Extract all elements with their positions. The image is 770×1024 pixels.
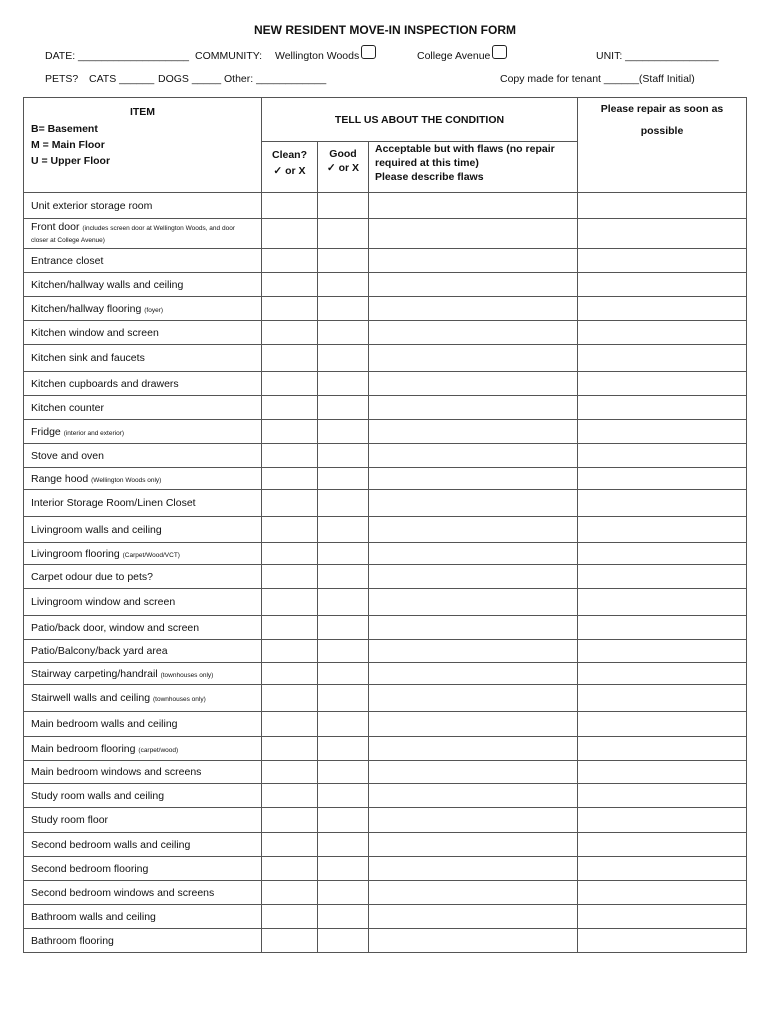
table-row — [24, 219, 747, 249]
condition-header: TELL US ABOUT THE CONDITION — [262, 98, 578, 142]
clean-cell[interactable] — [262, 219, 318, 249]
good-cell[interactable] — [318, 372, 369, 396]
item-label: Kitchen counter — [31, 401, 104, 414]
item-label: Carpet odour due to pets? — [31, 570, 154, 583]
item-label: Stairwell walls and ceiling — [31, 692, 151, 704]
flaws-cell[interactable] — [369, 857, 578, 881]
clean-cell[interactable] — [262, 345, 318, 372]
flaws-cell[interactable] — [369, 589, 578, 616]
good-cell[interactable] — [318, 193, 369, 219]
clean-cell[interactable] — [262, 517, 318, 543]
item-cell — [24, 616, 262, 640]
flaws-cell[interactable] — [369, 372, 578, 396]
good-cell[interactable] — [318, 663, 369, 685]
item-header: ITEM — [129, 106, 156, 118]
good-cell[interactable] — [318, 345, 369, 372]
item-cell — [24, 468, 262, 490]
good-cell[interactable] — [318, 396, 369, 420]
repair-cell[interactable] — [578, 565, 747, 589]
repair-cell[interactable] — [578, 833, 747, 857]
flaws-cell[interactable] — [369, 321, 578, 345]
repair-cell[interactable] — [578, 420, 747, 444]
good-cell[interactable] — [318, 857, 369, 881]
clean-cell[interactable] — [262, 193, 318, 219]
clean-cell[interactable] — [262, 468, 318, 490]
unit-field[interactable]: UNIT: ________________ — [596, 50, 719, 62]
item-cell — [24, 219, 262, 249]
copy-made-field[interactable]: Copy made for tenant ______(Staff Initial) — [500, 73, 695, 85]
item-cell — [24, 737, 262, 761]
item-label: Kitchen window and screen — [31, 326, 159, 339]
good-cell[interactable] — [318, 808, 369, 833]
clean-cell[interactable] — [262, 761, 318, 784]
item-label: Patio/back door, window and screen — [31, 621, 200, 634]
flaws-cell[interactable] — [369, 905, 578, 929]
flaws-cell[interactable] — [369, 833, 578, 857]
table-row — [24, 905, 747, 929]
flaws-cell[interactable] — [369, 808, 578, 833]
table-row — [24, 468, 747, 490]
table-row — [24, 663, 747, 685]
clean-cell[interactable] — [262, 490, 318, 517]
flaws-cell[interactable] — [369, 784, 578, 808]
table-row — [24, 616, 747, 640]
flaws-cell[interactable] — [369, 468, 578, 490]
clean-cell[interactable] — [262, 808, 318, 833]
item-header-cell — [24, 98, 262, 193]
item-label: Bathroom walls and ceiling — [31, 910, 156, 923]
good-cell[interactable] — [318, 640, 369, 663]
flaws-cell[interactable] — [369, 273, 578, 297]
pets-label: PETS? — [45, 73, 79, 85]
item-cell — [24, 297, 262, 321]
clean-cell[interactable] — [262, 640, 318, 663]
repair-cell[interactable] — [578, 468, 747, 490]
table-row — [24, 273, 747, 297]
repair-cell[interactable] — [578, 297, 747, 321]
item-cell — [24, 881, 262, 905]
good-header: Good ✓ or X — [318, 142, 369, 193]
item-label: Kitchen/hallway flooring — [31, 302, 142, 315]
good-cell[interactable] — [318, 468, 369, 490]
flaws-cell[interactable] — [369, 761, 578, 784]
table-row — [24, 517, 747, 543]
item-cell — [24, 273, 262, 297]
good-cell[interactable] — [318, 565, 369, 589]
clean-cell[interactable] — [262, 297, 318, 321]
wellington-woods-checkbox[interactable] — [361, 45, 376, 59]
item-note: (Wellington Woods only) — [91, 476, 162, 484]
item-note: (interior and exterior) — [63, 429, 125, 437]
flaws-cell[interactable] — [369, 297, 578, 321]
item-label: Second bedroom flooring — [31, 862, 149, 875]
good-cell[interactable] — [318, 321, 369, 345]
flaws-cell[interactable] — [369, 193, 578, 219]
item-cell — [24, 490, 262, 517]
table-row — [24, 396, 747, 420]
clean-cell[interactable] — [262, 444, 318, 468]
table-row — [24, 297, 747, 321]
item-cell — [24, 345, 262, 372]
item-cell — [24, 420, 262, 444]
repair-cell[interactable] — [578, 543, 747, 565]
item-cell — [24, 517, 262, 543]
clean-cell[interactable] — [262, 929, 318, 953]
item-note: (townhouses only) — [160, 671, 214, 679]
item-label: Livingroom walls and ceiling — [31, 523, 162, 536]
clean-cell[interactable] — [262, 905, 318, 929]
flaws-cell[interactable] — [369, 663, 578, 685]
item-label: Main bedroom windows and screens — [31, 766, 202, 778]
item-cell — [24, 444, 262, 468]
community-option-college-label: College Avenue — [417, 50, 491, 62]
item-cell — [24, 543, 262, 565]
community-option-wellington-label: Wellington Woods — [275, 50, 360, 62]
clean-cell[interactable] — [262, 712, 318, 737]
flaws-cell[interactable] — [369, 737, 578, 761]
table-row — [24, 589, 747, 616]
good-cell[interactable] — [318, 297, 369, 321]
item-cell — [24, 929, 262, 953]
table-row — [24, 833, 747, 857]
clean-cell[interactable] — [262, 857, 318, 881]
repair-cell[interactable] — [578, 490, 747, 517]
item-label: Bathroom flooring — [31, 934, 114, 947]
table-row — [24, 444, 747, 468]
repair-cell[interactable] — [578, 372, 747, 396]
repair-cell[interactable] — [578, 640, 747, 663]
table-row — [24, 640, 747, 663]
good-cell[interactable] — [318, 685, 369, 712]
flaws-cell[interactable] — [369, 929, 578, 953]
clean-cell[interactable] — [262, 372, 318, 396]
flaws-cell[interactable] — [369, 616, 578, 640]
good-cell[interactable] — [318, 273, 369, 297]
flaws-cell[interactable] — [369, 490, 578, 517]
item-cell — [24, 589, 262, 616]
clean-cell[interactable] — [262, 420, 318, 444]
good-cell[interactable] — [318, 833, 369, 857]
item-label: Front door — [31, 221, 80, 233]
good-cell[interactable] — [318, 490, 369, 517]
repair-cell[interactable] — [578, 345, 747, 372]
date-field[interactable]: DATE: ___________________ — [45, 50, 190, 62]
flaws-cell[interactable] — [369, 249, 578, 273]
item-label: Interior Storage Room/Linen Closet — [31, 497, 196, 509]
legend-main-floor: M = Main Floor — [31, 139, 105, 151]
good-cell[interactable] — [318, 737, 369, 761]
flaws-cell[interactable] — [369, 712, 578, 737]
good-cell[interactable] — [318, 543, 369, 565]
item-label: Study room walls and ceiling — [31, 789, 165, 802]
table-row — [24, 712, 747, 737]
form-title: NEW RESIDENT MOVE-IN INSPECTION FORM — [253, 23, 516, 37]
good-cell[interactable] — [318, 905, 369, 929]
table-row — [24, 543, 747, 565]
table-row — [24, 420, 747, 444]
table-row — [24, 345, 747, 372]
good-cell[interactable] — [318, 420, 369, 444]
clean-cell[interactable] — [262, 737, 318, 761]
flaws-cell[interactable] — [369, 543, 578, 565]
repair-cell[interactable] — [578, 881, 747, 905]
item-cell — [24, 663, 262, 685]
item-label: Kitchen cupboards and drawers — [31, 377, 179, 390]
good-cell[interactable] — [318, 929, 369, 953]
clean-cell[interactable] — [262, 685, 318, 712]
repair-cell[interactable] — [578, 784, 747, 808]
table-row — [24, 372, 747, 396]
community-label: COMMUNITY: — [195, 50, 263, 62]
college-avenue-checkbox[interactable] — [492, 45, 507, 59]
repair-cell[interactable] — [578, 905, 747, 929]
table-row — [24, 881, 747, 905]
repair-cell[interactable] — [578, 396, 747, 420]
item-cell — [24, 761, 262, 784]
table-row — [24, 565, 747, 589]
item-cell — [24, 712, 262, 737]
clean-cell[interactable] — [262, 273, 318, 297]
item-note: (Carpet/Wood/VCT) — [122, 551, 180, 559]
flaws-cell[interactable] — [369, 881, 578, 905]
legend-basement: B= Basement — [31, 123, 98, 135]
dogs-field[interactable]: DOGS _____ — [158, 73, 222, 85]
good-cell[interactable] — [318, 712, 369, 737]
item-label: Livingroom flooring — [31, 547, 120, 560]
clean-cell[interactable] — [262, 249, 318, 273]
item-label: Unit exterior storage room — [31, 199, 153, 212]
item-cell — [24, 784, 262, 808]
item-cell — [24, 193, 262, 219]
good-cell[interactable] — [318, 784, 369, 808]
repair-cell[interactable] — [578, 589, 747, 616]
item-label: Second bedroom windows and screens — [31, 886, 215, 899]
item-cell — [24, 372, 262, 396]
item-label: Fridge — [31, 425, 61, 438]
repair-cell[interactable] — [578, 808, 747, 833]
repair-cell[interactable] — [578, 616, 747, 640]
item-cell — [24, 396, 262, 420]
flaws-cell[interactable] — [369, 517, 578, 543]
table-row — [24, 929, 747, 953]
repair-cell[interactable] — [578, 273, 747, 297]
item-cell — [24, 857, 262, 881]
good-cell[interactable] — [318, 761, 369, 784]
item-label: Kitchen/hallway walls and ceiling — [31, 278, 184, 291]
item-note: (carpet/wood) — [138, 746, 179, 754]
repair-cell[interactable] — [578, 321, 747, 345]
table-row — [24, 808, 747, 833]
flaws-cell[interactable] — [369, 565, 578, 589]
clean-cell[interactable] — [262, 881, 318, 905]
repair-cell[interactable] — [578, 219, 747, 249]
repair-cell[interactable] — [578, 444, 747, 468]
acceptable-header: Acceptable but with flaws (no repair required at this time) Please describe flaws — [369, 142, 578, 193]
clean-cell[interactable] — [262, 396, 318, 420]
table-row — [24, 737, 747, 761]
clean-cell[interactable] — [262, 543, 318, 565]
flaws-cell[interactable] — [369, 396, 578, 420]
item-cell — [24, 905, 262, 929]
table-row — [24, 490, 747, 517]
flaws-cell[interactable] — [369, 685, 578, 712]
flaws-cell[interactable] — [369, 219, 578, 249]
good-cell[interactable] — [318, 219, 369, 249]
good-cell[interactable] — [318, 589, 369, 616]
table-row — [24, 784, 747, 808]
table-row — [24, 321, 747, 345]
good-cell[interactable] — [318, 881, 369, 905]
item-label: Kitchen sink and faucets — [31, 352, 145, 364]
item-label: Entrance closet — [31, 254, 104, 267]
repair-cell[interactable] — [578, 761, 747, 784]
repair-cell[interactable] — [578, 685, 747, 712]
repair-cell[interactable] — [578, 857, 747, 881]
good-cell[interactable] — [318, 517, 369, 543]
repair-cell[interactable] — [578, 249, 747, 273]
item-label: Main bedroom walls and ceiling — [31, 718, 178, 730]
item-note: (foyer) — [144, 306, 164, 314]
item-note: (includes screen door at Wellington Woods, and door closer at College Avenue) — [31, 225, 235, 244]
clean-cell[interactable] — [262, 616, 318, 640]
clean-cell[interactable] — [262, 784, 318, 808]
item-label: Main bedroom flooring — [31, 742, 136, 755]
item-cell — [24, 685, 262, 712]
repair-cell[interactable] — [578, 712, 747, 737]
clean-cell[interactable] — [262, 589, 318, 616]
good-cell[interactable] — [318, 616, 369, 640]
item-label: Livingroom window and screen — [31, 596, 176, 608]
item-label: Study room floor — [31, 814, 109, 826]
repair-cell[interactable] — [578, 517, 747, 543]
other-pets-field[interactable]: Other: ____________ — [224, 73, 327, 85]
clean-cell[interactable] — [262, 663, 318, 685]
repair-cell[interactable] — [578, 663, 747, 685]
item-label: Stairway carpeting/handrail — [31, 667, 158, 680]
legend-upper-floor: U = Upper Floor — [31, 155, 111, 167]
item-cell — [24, 808, 262, 833]
table-row — [24, 249, 747, 273]
item-cell — [24, 249, 262, 273]
clean-header: Clean? ✓ or X — [262, 142, 318, 193]
flaws-cell[interactable] — [369, 444, 578, 468]
repair-cell[interactable] — [578, 929, 747, 953]
table-row — [24, 857, 747, 881]
table-row — [24, 761, 747, 784]
item-cell — [24, 833, 262, 857]
item-note: (townhouses only) — [152, 696, 206, 703]
flaws-cell[interactable] — [369, 640, 578, 663]
item-cell — [24, 565, 262, 589]
item-label: Range hood — [31, 472, 89, 485]
good-cell[interactable] — [318, 249, 369, 273]
clean-cell[interactable] — [262, 565, 318, 589]
repair-cell[interactable] — [578, 193, 747, 219]
repair-cell[interactable] — [578, 737, 747, 761]
repair-header: Please repair as soon as possible — [578, 98, 747, 193]
cats-field[interactable]: CATS ______ — [89, 73, 155, 85]
item-label: Stove and oven — [31, 449, 104, 462]
item-cell — [24, 640, 262, 663]
flaws-cell[interactable] — [369, 345, 578, 372]
flaws-cell[interactable] — [369, 420, 578, 444]
item-label: Patio/Balcony/back yard area — [31, 645, 168, 657]
clean-cell[interactable] — [262, 321, 318, 345]
table-row — [24, 685, 747, 712]
item-label: Second bedroom walls and ceiling — [31, 838, 191, 851]
item-cell — [24, 321, 262, 345]
good-cell[interactable] — [318, 444, 369, 468]
clean-cell[interactable] — [262, 833, 318, 857]
table-row — [24, 193, 747, 219]
inspection-table — [23, 97, 747, 953]
